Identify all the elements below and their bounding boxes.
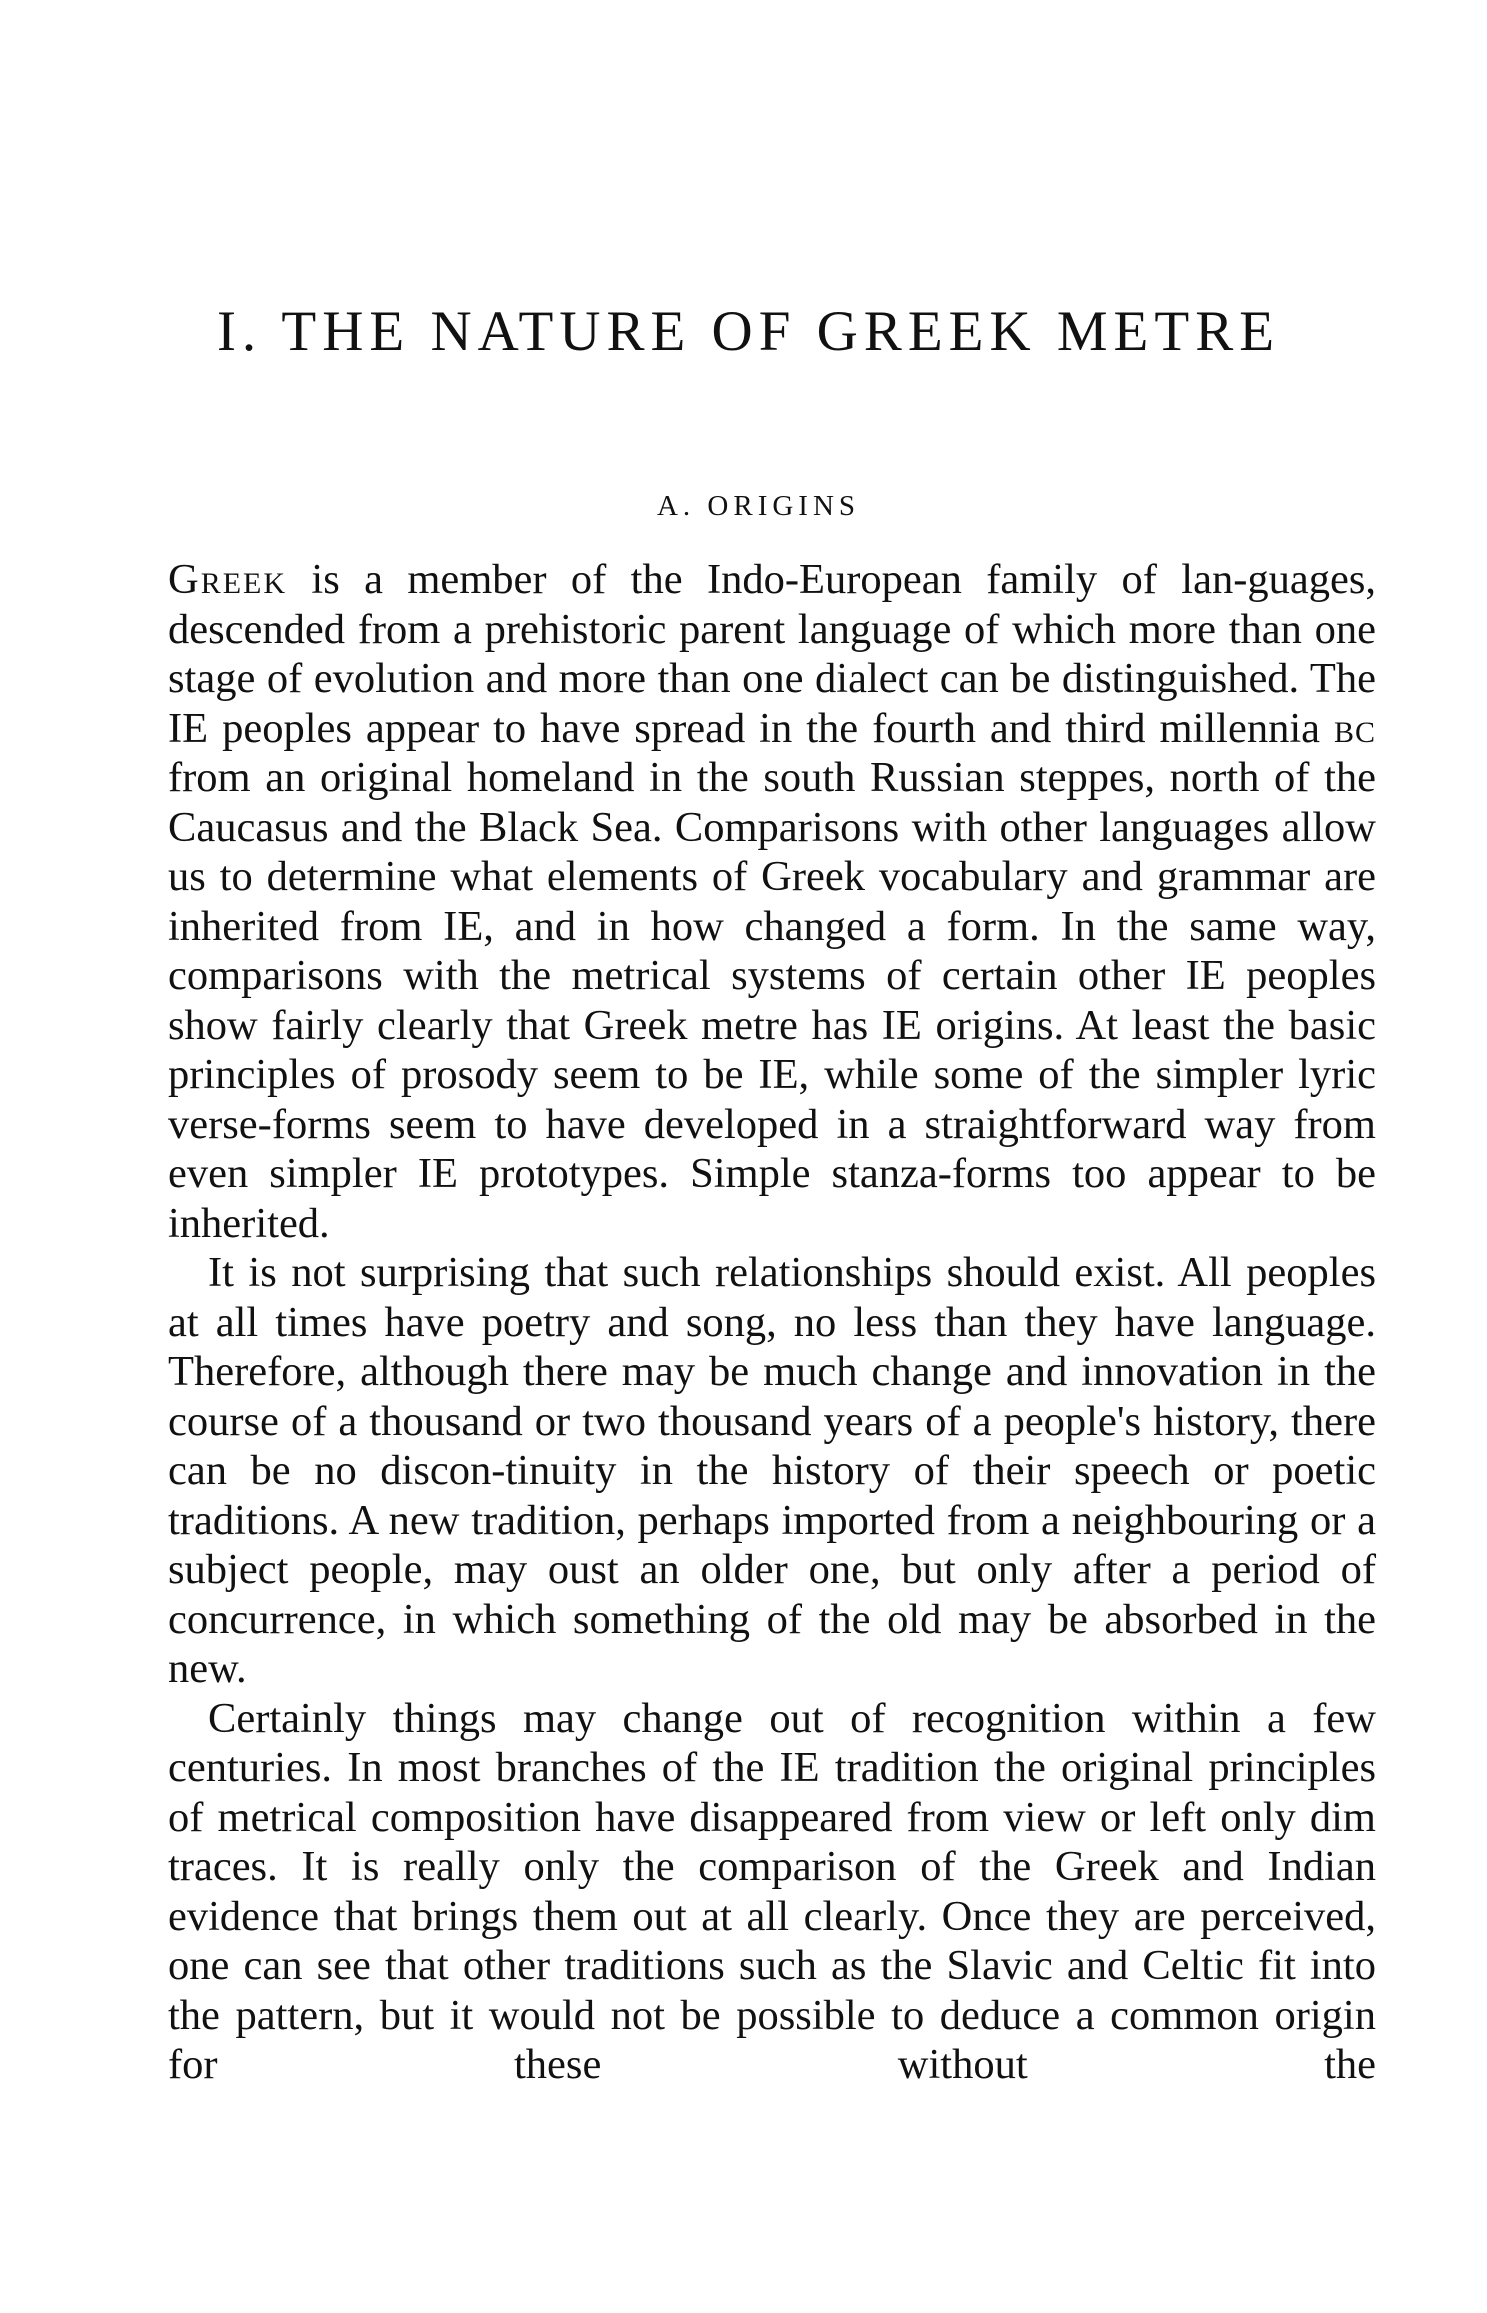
paragraph-lead-word: Greek [168, 556, 288, 603]
paragraph-2: It is not surprising that such relationships should exist. All peoples at all times have poetry and song, no less than they have language. Therefore, although there may be much change and innovation in the course of a thousand or two thousand years of a people's history, there can be no discon-tinuity in the history of their speech or poetic traditions. A new tradition, perhaps imported from a neighbouring or a subject people, may oust an older one, but only after a period of concurrence, in which something of the old may be absorbed in the new. [168, 1249, 1376, 1692]
paragraph-3: Certainly things may change out of recognition within a few centuries. In most branches of the IE tradition the original principles of metrical composition have disappeared from view or left only dim traces. It is really only the comparison of the Greek and Indian evidence that brings them out at all clearly. Once they are perceived, one can see that other traditions such as the Slavic and Celtic fit into the pattern, but it would not be possible to deduce a common origin for these without the [168, 1694, 1376, 2088]
section-heading: A. ORIGINS [656, 490, 861, 522]
body-text [168, 555, 1376, 2090]
paragraph-1-part-2: from an original homeland in the south Russian steppes, north of the Caucasus and the Black Sea. Comparisons with other languages allow us to determine what elements of Greek vocabulary and grammar are inherited from IE, and in how changed a form. In the same way, comparisons with the metrical systems of certain other IE peoples show fairly clearly that Greek metre has IE origins. At least the basic principles of prosody seem to be IE, while some of the simpler lyric verse-forms seem to have developed in a straightforward way from even simpler IE prototypes. Simple stanza-forms too appear to be inherited. [168, 754, 1376, 1247]
chapter-title: I. THE NATURE OF GREEK METRE [216, 300, 1281, 363]
era-abbreviation: bc [1333, 704, 1376, 752]
paragraph-1-part-1: is a member of the Indo-European family of lan-guages, descended from a prehistoric parent language of which more than one stage of evolution and more than one dialect can be distinguished. The IE peoples appear to have spread in the fourth and third millennia [168, 556, 1376, 752]
paragraph-1 [168, 555, 1376, 1248]
